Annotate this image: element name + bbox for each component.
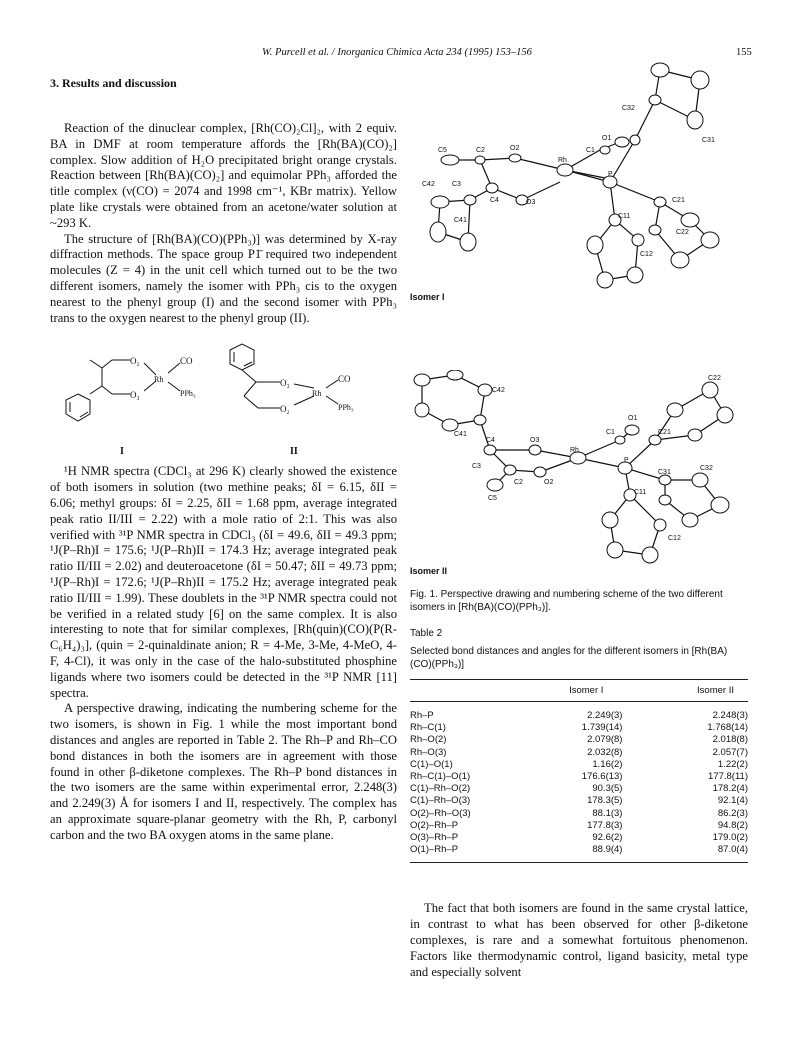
figure-isomer-2 [410,370,748,582]
atom-label: Rh [558,157,567,164]
bond-value-cell: 88.9(4) [520,844,652,863]
atom-label: C21 [658,429,671,436]
atom-label: C12 [668,535,681,542]
ortep-isomer-1 [410,60,748,292]
bond-label-cell: O(1)–Rh–P [410,844,520,863]
figure-isomer-1 [410,60,748,308]
bond-value-cell: 90.3(5) [592,783,623,795]
bond-value-cell: 87.0(4) [652,844,748,863]
col-header: Isomer II [652,680,748,702]
isomer-1-label: Isomer I [410,292,445,302]
bond-value-cell: 1.739(14) [581,722,623,734]
bond-value-cell: 1.16(2) [592,758,623,770]
structure-label-1: I [120,446,124,458]
table-row [410,702,748,723]
atom-label: O2 [510,145,520,152]
atom-label: C4 [486,437,495,444]
bond-label-cell: Rh–O(3) [410,746,447,758]
bond-value-cell: 178.3(5) [587,795,623,807]
bond-label-cell: O(2)–Rh–O(3) [410,807,471,819]
s1-pph3: PPh₃ [180,389,196,399]
table-row [410,722,748,734]
bond-value-cell: 2.032(8) [587,746,623,758]
atom-label: C2 [476,147,485,154]
bond-value-cell: 2.018(8) [712,734,748,746]
atom-label: C5 [488,495,497,502]
atom-label: C11 [634,489,647,496]
atom-label: O1 [602,135,612,142]
bond-value-cell: 92.6(2) [592,832,623,844]
bond-value-cell: 86.2(3) [717,807,748,819]
atom-label: C4 [490,197,499,204]
bond-label-cell: Rh–O(2) [410,734,447,746]
s1-rh: Rh [154,375,164,385]
atom-label: C12 [640,251,653,258]
bond-label-cell: Rh–C(1)–O(1) [410,771,471,783]
paragraph-nmr: ¹H NMR spectra (CDCl₃ at 296 K) clearly showed the existence of both isomers in solution (two methine peaks; δI = 6.15, δII = 6.06; methyl groups: δI = 2.25, δII = 1.68 ppm, average integrated peak ratio II/III = 2.22) with a mole ratio of 2:1. This was also verified with ³¹P NMR spectra in CDCl₃ (δI = 49.6, δII = 49.3 ppm; ¹J(P–Rh)I = 175.6; ¹J(P–Rh)II = 174.3 Hz; average integrated peak ratio II/III = 2.02) and deuteroacetone (δI = 50.47; δII = 49.73 ppm; ¹J(P–Rh)I = 172.6; ¹J(P–Rh)II = 175.2 Hz; average integrated peak ratio II/III = 1.99). These doublets in the ³¹P NMR spectra could not be verified in a related study [6] on the same complex. It is also interesting to note that for similar complexes, [Rh(quin)(CO)(P(R-C₆H₄)₃], (quin = 2-quinaldinate anion; R = 4-Me, 3-Me, 4-MeO, 4-F, 4-Cl), it was only in the case of the halo-substituted phosphine ligands where two isomers could be detected in the ³¹P NMR [11] spectra. [50,464,397,700]
right-column [410,60,748,980]
page-number: 155 [736,47,752,58]
bond-label-cell: Rh–P [410,710,434,721]
table-row [410,771,748,783]
bond-value-cell: 92.1(4) [717,795,748,807]
bond-label-cell: C(1)–O(1) [410,758,453,770]
bond-value-cell: 2.248(3) [712,710,748,721]
table-header-row [410,680,748,702]
bond-label-cell: O(2)–Rh–P [410,819,459,831]
bond-value-cell: 179.0(2) [712,832,748,844]
table-row [410,795,748,807]
bond-table-body [410,702,748,863]
bond-value-cell: 2.079(8) [587,734,623,746]
bond-value-cell: 177.8(3) [587,819,623,831]
s2-rh: Rh [312,389,322,399]
running-title: W. Purcell et al. / Inorganica Chimica Acta 234 (1995) 153–156 [262,47,532,58]
figure-caption: Fig. 1. Perspective drawing and numbering scheme of the two different isomers in [Rh(BA)(CO)(PPh₃)]. [410,589,723,613]
col-header [410,680,520,702]
atom-label: C3 [472,463,481,470]
s2-o2: O₂ [280,404,290,415]
s1-o3: O₃ [130,390,140,401]
bond-table [410,679,748,863]
section-title: 3. Results and discussion [50,76,177,90]
atom-label: O3 [530,437,540,444]
paragraph-perspective: A perspective drawing, indicating the numbering scheme for the two isomers, is shown in Fig. 1 while the most important bond distances and angles are reported in Table 2. The Rh–P and Rh–CO bond distances in both the isomers are in agreement with those found in other β-diketone complexes. The Rh–P bond distances in the two isomers are the same within experimental error, 2.248(3) and 2.249(3) Å for isomers I and II, respectively. The complex has an approximate square-planar geometry with the Rh, P, carbonyl carbon and the two BA oxygen atoms in the same plane. [50,701,397,842]
bond-value-cell: 2.249(3) [587,710,623,721]
table-title: Table 2 [410,628,443,639]
atom-label: C1 [606,429,615,436]
atom-label: C42 [492,387,505,394]
col-header: Isomer I [520,680,652,702]
isomer-2-label: Isomer II [410,566,448,576]
table-row [410,734,748,746]
s1-o2: O₂ [130,356,140,367]
atom-label: C11 [618,213,631,220]
atom-label: C3 [452,181,461,188]
bond-value-cell: 88.1(3) [592,807,623,819]
atom-label: C22 [708,375,721,382]
table-row [410,820,748,832]
table-row [410,747,748,759]
atom-label: C31 [658,469,671,476]
table-row [410,808,748,820]
s1-co: CO [180,356,193,367]
bond-value-cell: 1.22(2) [717,758,748,770]
atom-label: C42 [422,181,435,188]
paragraph-reaction: Reaction of the dinuclear complex, [Rh(CO)₂Cl]₂, with 2 equiv. BA in DMF at room temperature affords the [Rh(BA)(CO)₂] complex. Slow addition of H₂O precipitated bright orange crystals. Reaction between [Rh(BA)(CO)₂] and equimolar PPh₃ afforded the title complex (ν(CO) = 2074 and 1998 cm⁻¹, KBr matrix). Yellow plate like crystals were obtained from an acetone/water solution at ~293 K. [50,121,397,230]
atom-label: O2 [544,479,554,486]
left-column [50,76,397,843]
bond-value-cell: 177.8(11) [708,771,748,783]
running-header [0,47,788,61]
atom-label: C32 [700,465,713,472]
atom-label: P [624,457,629,464]
table-row [410,832,748,844]
atom-label: C21 [672,197,685,204]
atom-label: Rh [570,447,579,454]
atom-label: C5 [438,147,447,154]
bond-label-cell: Rh–C(1) [410,722,446,734]
bond-label-cell: C(1)–Rh–O(3) [410,795,471,807]
structure-label-2: II [290,446,298,458]
s2-pph3: PPh₃ [338,403,354,413]
bond-value-cell: 1.768(14) [707,722,748,734]
atom-label: O1 [628,415,638,422]
table-row [410,844,748,863]
chemical-structures [50,342,397,458]
bond-value-cell: 178.2(4) [712,783,748,795]
paragraph-structure: The structure of [Rh(BA)(CO)(PPh₃)] was determined by X-ray diffraction methods. The space group P1̄ required two independent molecules (Z = 4) in the unit cell which turned out to be the two different isomers, namely the isomer with PPh₃ cis to the oxygen nearest to the phenyl group (I) and the second isomer with PPh₃ trans to the oxygen nearest to the phenyl group (II). [50,231,397,325]
atom-label: C31 [702,137,715,144]
table-caption: Selected bond distances and angles for the different isomers in [Rh(BA)(CO)(PPh₃)] [410,646,728,670]
atom-label: C1 [586,147,595,154]
bond-label-cell: O(3)–Rh–P [410,832,459,844]
bond-label-cell: C(1)–Rh–O(2) [410,783,471,795]
atom-label: C41 [454,217,467,224]
atom-label: C32 [622,105,635,112]
structure-isomer-1 [52,342,212,442]
table-row [410,783,748,795]
bond-value-cell: 2.057(7) [712,746,748,758]
atom-label: C22 [676,229,689,236]
bond-value-cell: 94.8(2) [717,819,748,831]
structure-isomer-2 [220,342,390,442]
atom-label: C41 [454,431,467,438]
s2-co: CO [338,374,351,385]
ortep-isomer-2 [410,370,748,570]
bond-value-cell: 176.6(13) [581,771,623,783]
table-row [410,759,748,771]
atom-label: O3 [526,199,536,206]
atom-label: C2 [514,479,523,486]
atom-label: P [608,171,613,178]
paragraph-right: The fact that both isomers are found in the same crystal lattice, in contrast to what has been observed for other β-diketone complexes, is rare and a somewhat fortuitous phenomenon. Factors like thermodynamic control, ligand basicity, metal type and especially solvent [410,901,748,979]
s2-o3: O₃ [280,378,290,389]
